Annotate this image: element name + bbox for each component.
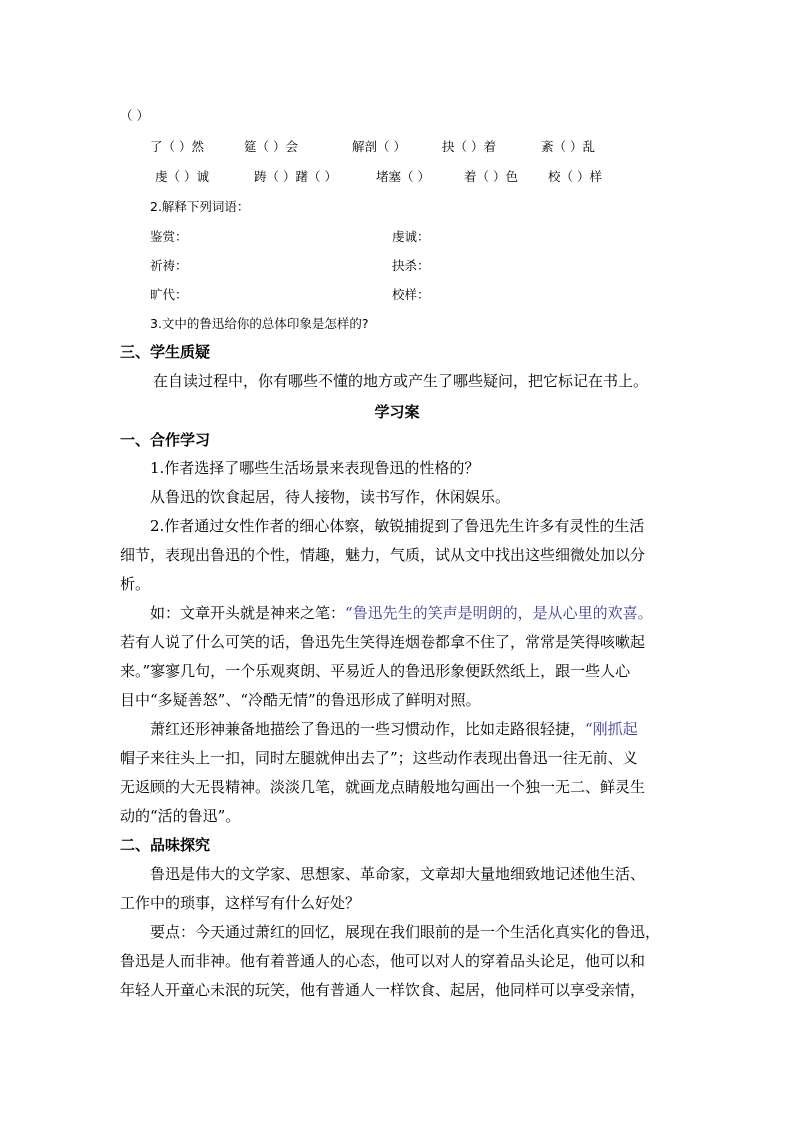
word-item: 筵（ ）会	[244, 139, 298, 154]
term-label: 虔诚：	[392, 229, 430, 244]
paragraph-line: 目中“多疑善怒”、“冷酷无情”的鲁迅形成了鲜明对照。	[120, 691, 481, 709]
paragraph-line: 帽子来往头上一扣，同时左腿就伸出去了”；这些动作表现出鲁迅一往无前、义	[120, 749, 638, 767]
paragraph-line	[150, 719, 638, 739]
word-item: 踌（ ）躇（ ）	[254, 169, 337, 184]
paragraph-line: 要点：今天通过萧红的回忆，展现在我们眼前的是一个生活化真实化的鲁迅，	[150, 923, 661, 941]
word-item: 虔（ ）诚	[155, 169, 209, 184]
word-item: 着（ ）色	[464, 169, 518, 184]
paragraph-line: 年轻人开童心未泯的玩笑，他有普通人一样饮食、起居，他同样可以享受亲情，	[120, 981, 646, 999]
term-label: 祈祷：	[150, 258, 188, 273]
question-title: 3.文中的鲁迅给你的总体印象是怎样的?	[150, 316, 369, 331]
section-heading: 一、合作学习	[120, 431, 211, 449]
word-item: 解剖（ ）	[352, 139, 406, 154]
answer-line: 从鲁迅的饮食起居，待人接物，读书写作，休闲娱乐。	[150, 488, 511, 506]
highlighted-quote: “刚抓起	[585, 720, 638, 738]
answer-paren: （ ）	[120, 108, 149, 123]
term-label: 校样：	[392, 287, 430, 302]
text-run: 如：文章开头就是神来之笔：	[150, 604, 346, 622]
question-line: 1.作者选择了哪些生活场景来表现鲁迅的性格的？	[150, 459, 480, 477]
paragraph-line: 无返顾的大无畏精神。淡淡几笔，就画龙点睛般地勾画出一个独一无二、鲜灵生	[120, 778, 646, 796]
paragraph-line: 鲁迅是伟大的文学家、思想家、革命家，文章却大量地细致地记述他生活、	[150, 865, 646, 883]
section-heading: 二、品味探究	[120, 836, 211, 854]
paragraph-line: 析。	[120, 575, 151, 593]
paragraph-line: 鲁迅是人而非神。他有着普通人的心态，他可以对人的穿着品头论足，他可以和	[120, 952, 646, 970]
highlighted-quote: “鲁迅先生的笑声是明朗的，是从心里的欢喜。	[345, 604, 653, 622]
paragraph-line: 来。”寥寥几句，一个乐观爽朗、平易近人的鲁迅形象便跃然纸上，跟一些人心	[120, 662, 631, 680]
term-label: 旷代：	[150, 287, 188, 302]
word-item: 抉（ ）着	[442, 139, 496, 154]
paragraph-line: 动的“活的鲁迅”。	[120, 807, 241, 825]
paragraph-line: 若有人说了什么可笑的话，鲁迅先生笑得连烟卷都拿不住了，常常是笑得咳嗽起	[120, 633, 646, 651]
plan-title: 学习案	[374, 403, 420, 421]
term-label: 抉杀：	[392, 258, 430, 273]
word-item: 堵塞（ ）	[376, 169, 430, 184]
paragraph-line: 在自读过程中，你有哪些不懂的地方或产生了哪些疑问，把它标记在书上。	[153, 372, 649, 390]
question-title: 2.解释下列词语：	[150, 199, 250, 214]
word-item: 紊（ ）乱	[541, 139, 595, 154]
word-item: 了（ ）然	[150, 139, 204, 154]
paragraph-line	[150, 603, 653, 623]
section-heading: 三、学生质疑	[120, 343, 211, 361]
term-label: 鉴赏：	[150, 229, 188, 244]
paragraph-line: 2.作者通过女性作者的细心体察，敏锐捕捉到了鲁迅先生许多有灵性的生活	[150, 517, 645, 535]
paragraph-line: 工作中的琐事，这样写有什么好处？	[120, 894, 361, 912]
paragraph-line: 细节，表现出鲁迅的个性，情趣，魅力，气质，试从文中找出这些细微处加以分	[120, 546, 646, 564]
text-run: 萧红还形神兼备地描绘了鲁迅的一些习惯动作，比如走路很轻捷，	[150, 720, 586, 738]
word-item: 校（ ）样	[548, 169, 602, 184]
